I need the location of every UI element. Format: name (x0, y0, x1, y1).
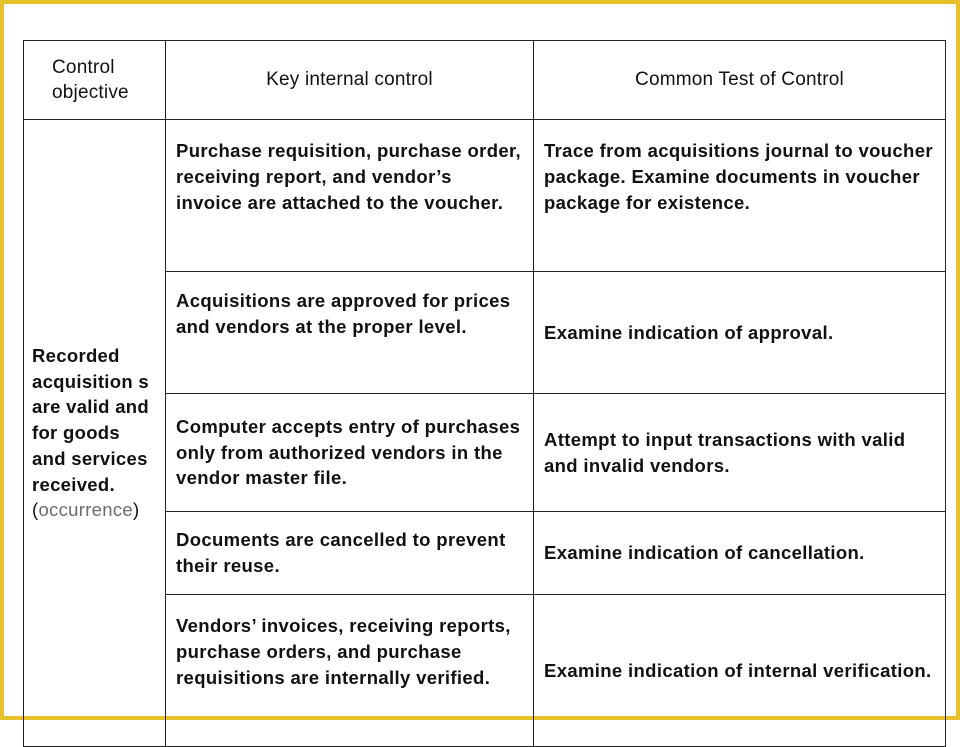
control-objective-cell (24, 120, 166, 747)
key-control-cell: Acquisitions are approved for prices and vendors at the proper level. (166, 272, 534, 394)
table-row (24, 120, 946, 272)
key-control-cell: Computer accepts entry of purchases only from authorized vendors in the vendor master file. (166, 394, 534, 512)
test-cell: Examine indication of approval. (534, 272, 946, 394)
header-control-objective-line2: objective (52, 82, 129, 103)
header-common-test: Common Test of Control (534, 41, 946, 120)
key-control-cell: Documents are cancelled to prevent their reuse. (166, 512, 534, 595)
header-control-objective (24, 41, 166, 120)
assertion-tag: occurrence (38, 499, 133, 521)
key-control-cell: Purchase requisition, purchase order, receiving report, and vendor’s invoice are attached to the voucher. (166, 120, 534, 272)
control-objective-text: Recorded acquisition s are valid and for goods and services received. (32, 344, 150, 495)
test-cell: Examine indication of cancellation. (534, 512, 946, 595)
header-key-internal-control: Key internal control (166, 41, 534, 120)
paren-open: ( (32, 499, 39, 521)
header-control-objective-line1: Control (52, 57, 115, 78)
test-cell: Examine indication of internal verification. (534, 595, 946, 747)
test-cell: Trace from acquisitions journal to voucher package. Examine documents in voucher package for existence. (534, 120, 946, 272)
controls-table (23, 40, 946, 747)
key-control-cell: Vendors’ invoices, receiving reports, purchase orders, and purchase requisitions are internally verified. (166, 595, 534, 747)
test-cell: Attempt to input transactions with valid and invalid vendors. (534, 394, 946, 512)
header-row (24, 41, 946, 120)
paren-close: ) (132, 499, 140, 521)
